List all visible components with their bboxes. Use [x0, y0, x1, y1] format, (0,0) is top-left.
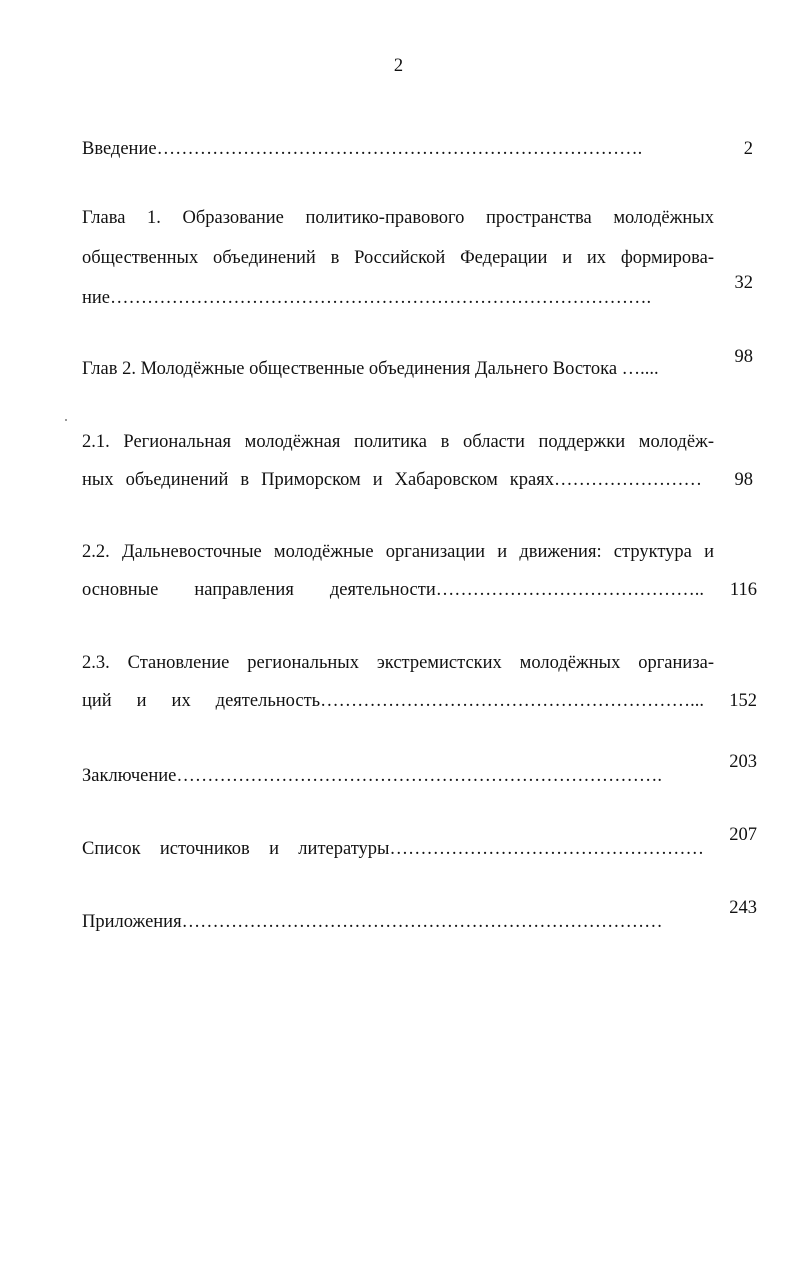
toc-intro-page: 2 [743, 139, 753, 159]
toc-intro: Введение……………………………………………………………………. [82, 139, 643, 159]
toc-s21-line1: 2.1. Региональная молодёжная политика в области поддержки молодёж- [82, 432, 714, 452]
toc-sources: Список источников и литературы…………………………………………… [82, 839, 704, 859]
toc-ch1-line2: общественных объединений в Российской Федерации и их формирова- [82, 248, 714, 268]
toc-s21-line2: ных объединений в Приморском и Хабаровском краях…………………… [82, 470, 702, 490]
scan-speck [65, 419, 67, 421]
toc-appendix: Приложения…………………………………………………………………… [82, 912, 663, 932]
page-number: 2 [393, 56, 404, 76]
toc-ch1-line1: Глава 1. Образование политико-правового пространства молодёжных [82, 208, 714, 228]
toc-conclusion-page: 203 [729, 752, 757, 772]
toc-sources-page: 207 [729, 825, 757, 845]
toc-ch1-page: 32 [734, 273, 753, 293]
toc-s21-page: 98 [734, 470, 753, 490]
toc-s23-page: 152 [729, 691, 757, 711]
toc-appendix-page: 243 [729, 898, 757, 918]
toc-s23-line2: ций и их деятельность……………………………………………………... [82, 691, 704, 711]
toc-ch2: Глав 2. Молодёжные общественные объединения Дальнего Востока ….... [82, 359, 659, 379]
toc-s22-page: 116 [729, 580, 757, 600]
toc-s23-line1: 2.3. Становление региональных экстремистских молодёжных организа- [82, 653, 714, 673]
toc-s22-line2: основные направления деятельности…………………………………….. [82, 580, 704, 600]
toc-conclusion: Заключение……………………………………………………………………. [82, 766, 662, 786]
toc-ch2-page: 98 [734, 347, 753, 367]
toc-ch1-line3: ние……………………………………………………………………………. [82, 288, 652, 308]
toc-s22-line1: 2.2. Дальневосточные молодёжные организации и движения: структура и [82, 542, 714, 562]
